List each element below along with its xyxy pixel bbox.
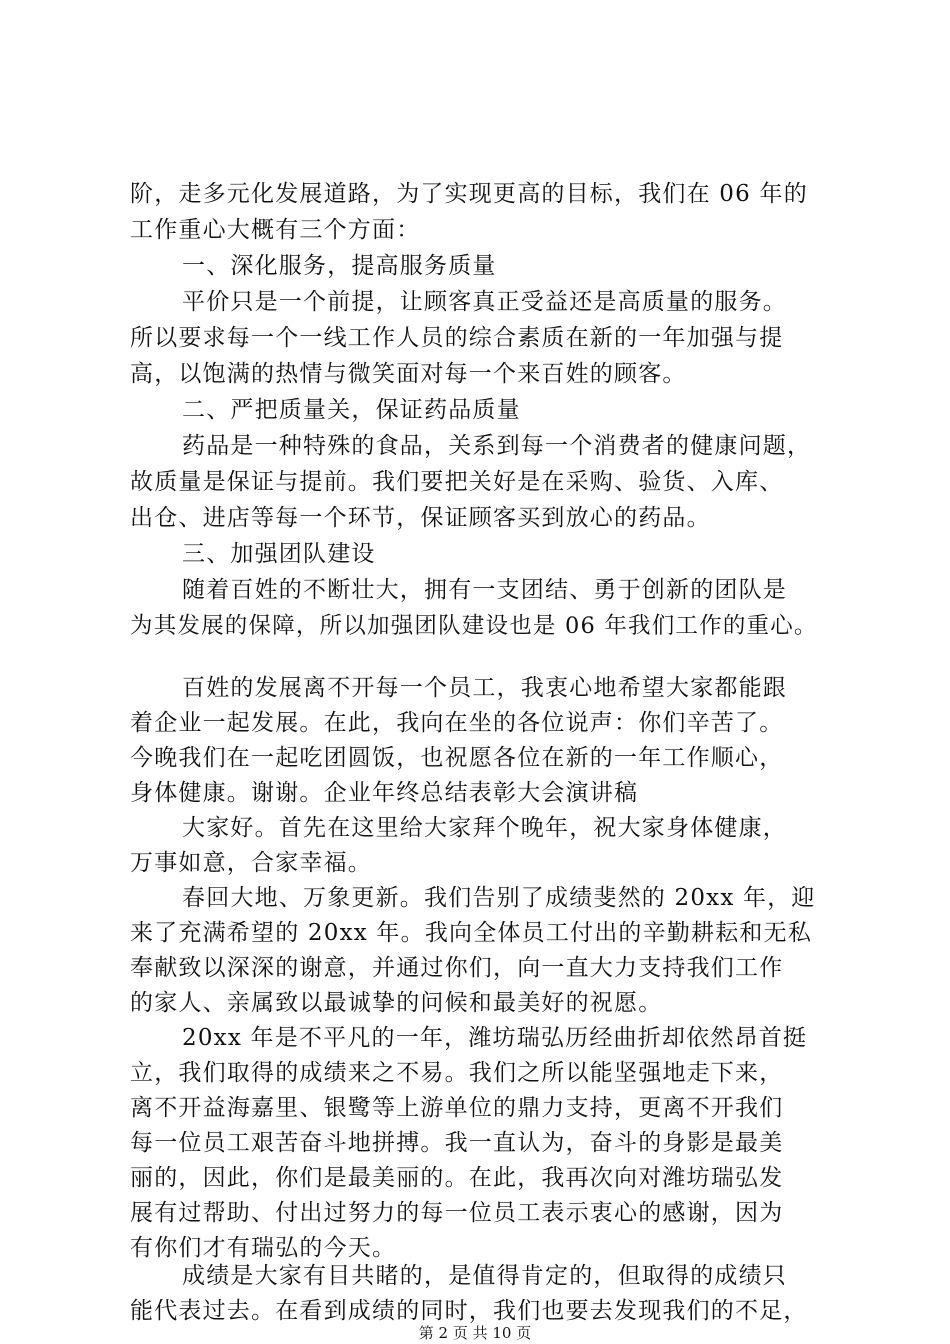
text-line: 药品是一种特殊的食品，关系到每一个消费者的健康问题， <box>182 433 812 459</box>
text-line: 展有过帮助、付出过努力的每一位员工表示衷心的感谢，因为 <box>130 1200 784 1226</box>
text-line: 高，以饱满的热情与微笑面对每一个来百姓的顾客。 <box>130 361 687 387</box>
text-line: 立，我们取得的成绩来之不易。我们之所以能坚强地走下来， <box>130 1060 784 1086</box>
text-line: 丽的，因此，你们是最美丽的。在此，我再次向对潍坊瑞弘发 <box>130 1165 784 1191</box>
text-line: 20xx 年是不平凡的一年，潍坊瑞弘历经曲折却依然昂首挺 <box>182 1025 808 1051</box>
text-line: 能代表过去。在看到成绩的同时，我们也要去发现我们的不足， <box>130 1298 808 1324</box>
text-line: 阶，走多元化发展道路，为了实现更高的目标，我们在 06 年的 <box>130 181 808 207</box>
text-line: 今晚我们在一起吃团圆饭，也祝愿各位在新的一年工作顺心， <box>130 745 784 771</box>
section-heading: 三、加强团队建设 <box>182 541 376 567</box>
text-line: 故质量是保证与提前。我们要把关好是在采购、验货、入库、 <box>130 469 784 495</box>
text-line: 百姓的发展离不开每一个员工，我衷心地希望大家都能跟 <box>182 675 787 701</box>
text-line: 着企业一起发展。在此，我向在坐的各位说声：你们辛苦了。 <box>130 710 784 736</box>
page-number-footer: 第 2 页 共 10 页 <box>418 1324 532 1342</box>
text-line: 平价只是一个前提，让顾客真正受益还是高质量的服务。 <box>182 289 787 315</box>
text-line: 万事如意，合家幸福。 <box>130 850 372 876</box>
text-line: 奉献致以深深的谢意，并通过你们，向一直大力支持我们工作 <box>130 955 784 981</box>
text-line: 工作重心大概有三个方面： <box>130 217 421 243</box>
text-line: 春回大地、万象更新。我们告别了成绩斐然的 20xx 年，迎 <box>182 885 816 911</box>
text-line: 为其发展的保障，所以加强团队建设也是 06 年我们工作的重心。 <box>130 613 818 639</box>
text-line: 所以要求每一个一线工作人员的综合素质在新的一年加强与提 <box>130 325 784 351</box>
text-line: 来了充满希望的 20xx 年。我向全体员工付出的辛勤耕耘和无私 <box>130 920 813 946</box>
text-line: 每一位员工艰苦奋斗地拼搏。我一直认为，奋斗的身影是最美 <box>130 1130 784 1156</box>
text-line: 随着百姓的不断壮大，拥有一支团结、勇于创新的团队是 <box>182 577 787 603</box>
text-line: 成绩是大家有目共睹的，是值得肯定的，但取得的成绩只 <box>182 1263 787 1289</box>
text-line: 的家人、亲属致以最诚挚的问候和最美好的祝愿。 <box>130 990 663 1016</box>
text-line: 身体健康。谢谢。企业年终总结表彰大会演讲稿 <box>130 780 639 806</box>
text-line: 离不开益海嘉里、银鹭等上游单位的鼎力支持，更离不开我们 <box>130 1095 784 1121</box>
section-heading: 二、严把质量关，保证药品质量 <box>182 397 521 423</box>
section-heading: 一、深化服务，提高服务质量 <box>182 253 497 279</box>
text-line: 大家好。首先在这里给大家拜个晚年，祝大家身体健康， <box>182 815 787 841</box>
text-line: 出仓、进店等每一个环节，保证顾客买到放心的药品。 <box>130 505 711 531</box>
text-line: 有你们才有瑞弘的今天。 <box>130 1235 397 1261</box>
